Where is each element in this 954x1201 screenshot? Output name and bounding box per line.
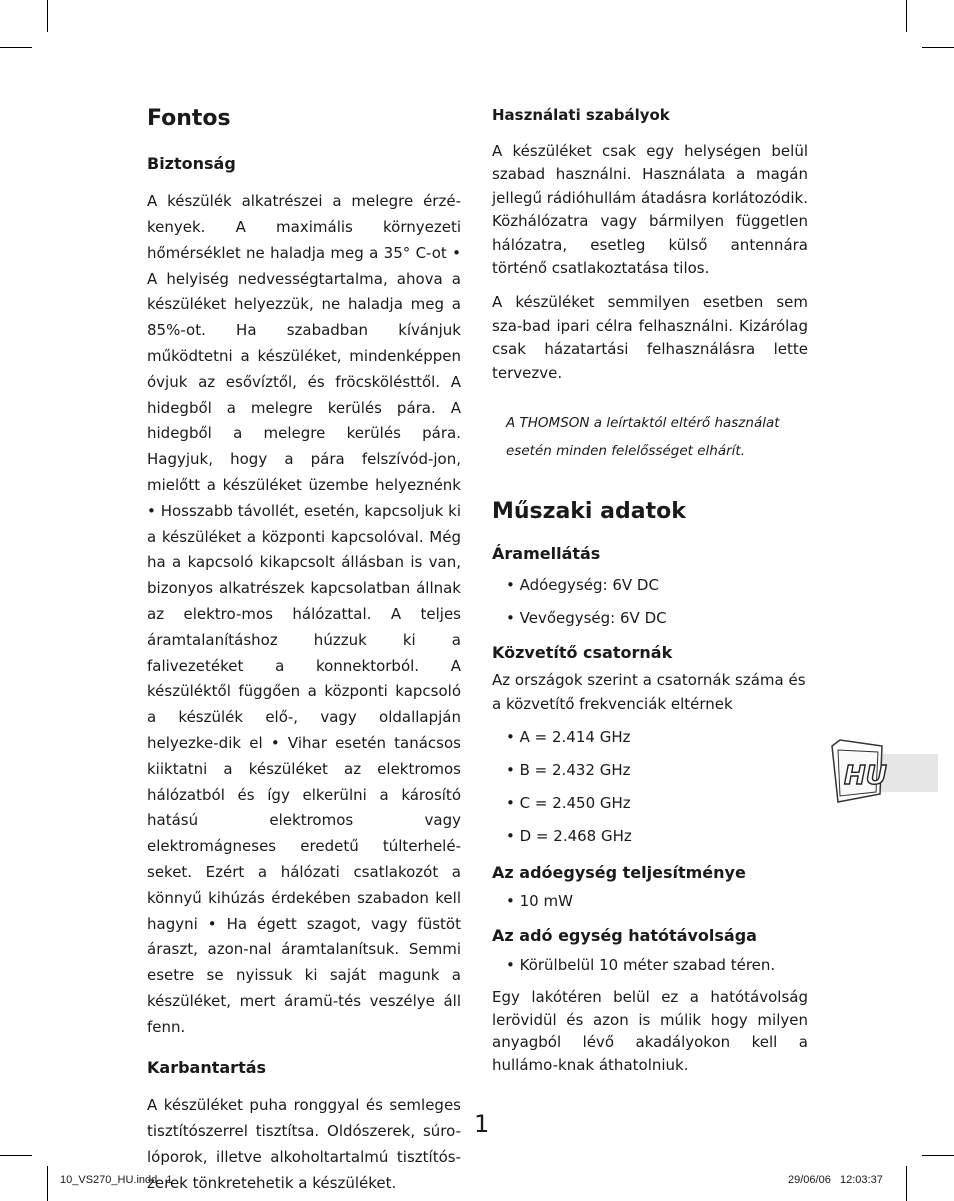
note-line: A THOMSON a leírtaktól eltérő használat	[506, 415, 780, 432]
list-item: • Körülbelül 10 méter szabad téren.	[506, 956, 776, 975]
badge-label: HU	[844, 761, 887, 791]
spacer	[147, 1040, 461, 1058]
footer-datetime: 29/06/06 12:03:37	[788, 1174, 883, 1186]
left-column	[147, 100, 461, 1196]
crop-mark	[47, 0, 48, 32]
language-tab-icon	[830, 738, 940, 808]
crop-mark	[906, 0, 907, 32]
channels-heading: Közvetítő csatornák	[492, 642, 673, 662]
crop-mark	[47, 1166, 48, 1201]
usage-paragraph-1: A készüléket csak egy helységen belül szabad használni. Használata a magán jellegű rádióhullám átadásra korlátozódik. Közhálózatra vagy bármilyen független hálózatra, esetleg külső antennára történő csatlakoztatása tilos.	[492, 141, 808, 278]
usage-heading: Használati szabályok	[492, 106, 670, 124]
output-heading: Az adóegység teljesítménye	[492, 862, 746, 882]
page-number: 1	[474, 1110, 490, 1138]
maintenance-text: A készüléket puha ronggyal és semleges tisztítószerrel tisztítsa. Oldószerek, súro-lóporok, illetve alkoholtartalmú tisztítós-zerek tönkretehetik a készüléket.	[147, 1096, 461, 1192]
list-item: • D = 2.468 GHz	[506, 826, 632, 845]
maintenance-heading: Karbantartás	[147, 1058, 267, 1078]
range-text: Egy lakótéren belül ez a hatótávolság lerövidül és azon is múlik hogy milyen anyagból lévő akadályokon kell a hullámo-knak áthatolniuk.	[492, 988, 808, 1074]
list-item: • A = 2.414 GHz	[506, 727, 631, 746]
range-heading: Az adó egység hatótávolsága	[492, 926, 757, 946]
list-item: • C = 2.450 GHz	[506, 793, 631, 812]
safety-text: A készülék alkatrészei a melegre érzé-kenyek. A maximális környezeti hőmérséklet ne haladja meg a 35° C-ot • A helyiség nedvességtartalma, ahova a készüléket helyezzük, ne haladja meg a 85%-ot. Ha szabadban kívánjuk működtetni a készüléket, mindenképpen óvjuk az esővíztől, és fröcskölésttől. A hidegből a melegre kerülés pára. A hidegből a melegre kerülés pára. Hagyjuk, hogy a pára felszívód-jon, mielőtt a készüléket üzembe helyeznénk • Hosszabb távollét, esetén, kapcsoljuk ki a készüléket a központi kapcsolóval. Még ha a kapcsoló kikapcsolt állásban is van, bizonyos alkatrészek kapcsolatban állnak az elektro-mos hálózattal. A teljes áramtalanításhoz húzzuk ki a falivezetéket a konnektorból. A készüléktől függően a központi kapcsoló a készülék elő-, vagy oldallapján helyezke-dik el • Vihar esetén tanácsos kiiktatni a készüléket az elektromos hálózatból és így elkerülni a károsító hatású elektromos vagy elektromágneses eredetű túlterhelé-seket. Ezért a hálózati csatlakozót a könnyű kihúzás érdekében szabadon kell hagyni • Ha égett szagot, vagy füstöt áraszt, azon-nal áramtalanítsuk. Semmi esetre se nyissuk ki saját magunk a készüléket, mert áramü-tés veszélye áll fenn.	[147, 192, 461, 1036]
list-item: • 10 mW	[506, 892, 573, 911]
usage-paragraph-2: A készüléket semmilyen esetben sem sza-bad ipari célra felhasználni. Kizárólag csak házatartási felhasználásra lette tervezve.	[492, 293, 808, 382]
power-heading: Áramellátás	[492, 543, 601, 563]
spacer	[492, 281, 808, 291]
output-list	[492, 885, 808, 918]
list-item: • B = 2.432 GHz	[506, 760, 631, 779]
channels-text: Az országok szerint a csatornák száma és a közvetítő frekvenciák eltérnek	[492, 671, 806, 714]
range-list	[492, 949, 808, 982]
crop-mark	[906, 1166, 907, 1201]
disclaimer-note	[506, 409, 808, 465]
crop-mark	[922, 47, 954, 48]
channel-list	[492, 721, 808, 853]
crop-mark	[0, 47, 32, 48]
list-item: • Vevőegység: 6V DC	[506, 608, 667, 627]
page-title: Fontos	[147, 106, 231, 131]
footer-file: 10_VS270_HU.indd 1	[60, 1174, 173, 1186]
right-column	[492, 100, 808, 1076]
language-badge	[830, 738, 940, 812]
crop-mark	[0, 1155, 32, 1156]
safety-heading: Biztonság	[147, 154, 236, 174]
list-item: • Adóegység: 6V DC	[506, 575, 659, 594]
crop-mark	[922, 1155, 954, 1156]
tech-specs-title: Műszaki adatok	[492, 499, 686, 525]
power-list	[492, 569, 808, 635]
note-line: esetén minden felelősséget elhárít.	[506, 443, 745, 460]
